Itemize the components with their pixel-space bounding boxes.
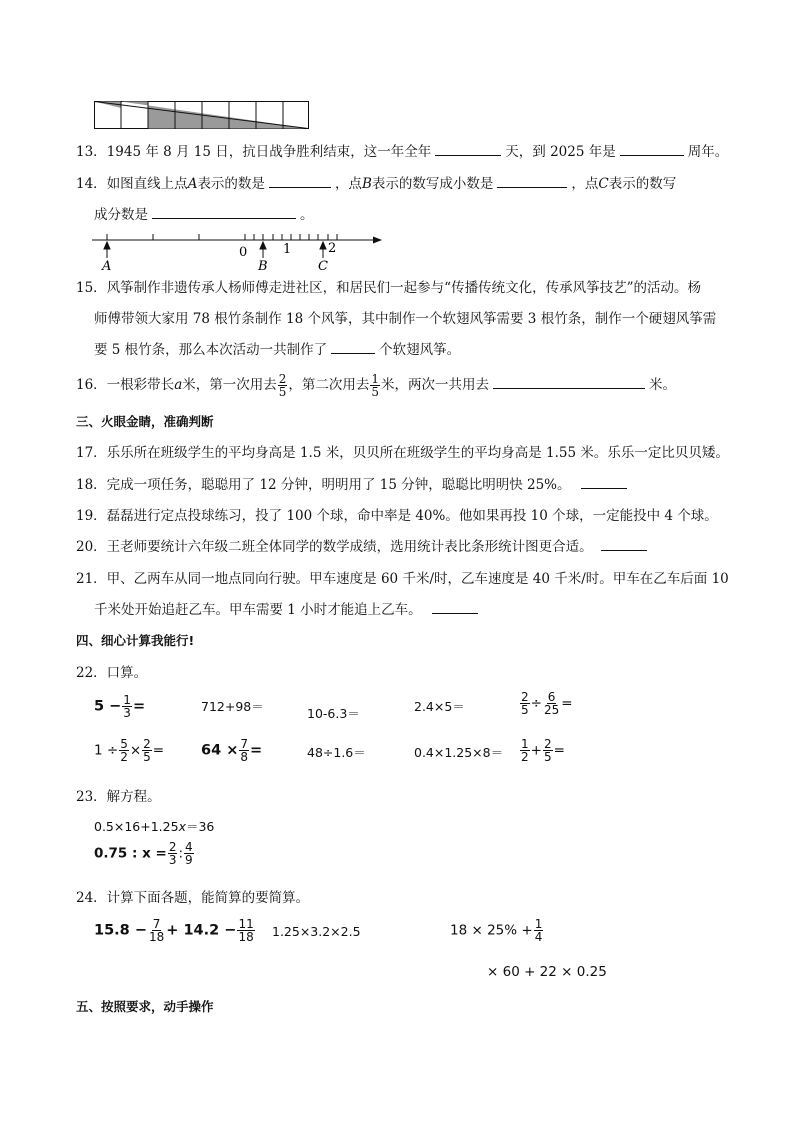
question-21-line2: 千米处开始追赶乙车。甲车需要 1 小时才能追上乙车。: [94, 600, 482, 620]
equation-2: 0.75 : x = $\frac{2}{3}$ : $\frac{4}{9}$: [94, 840, 193, 867]
question-15-line3: 要 5 根竹条，那么本次活动一共制作了 个软翅风筝。: [94, 342, 461, 358]
calc-item: 1 ÷ $\frac{5}{2}$ × $\frac{2}{5}$ =: [94, 737, 165, 764]
calc-item: 64 × $\frac{7}{8}$ =: [201, 737, 263, 764]
question-13: 13．1945 年 8 月 15 日，抗日战争胜利结束，这一年全年 天，到 2025 年是 周年。: [76, 144, 729, 160]
question-14: 14．如图直线上点A表示的数是 ，点B表示的数写成小数是 ，点C表示的数写: [76, 176, 677, 192]
calc-item: $\frac{1}{2}$ + $\frac{2}{5}$ =: [521, 737, 565, 764]
fraction: $\frac{1}{5}$: [371, 372, 380, 399]
question-17: 17．乐乐所在班级学生的平均身高是 1.5 米，贝贝所在班级学生的平均身高是 1.55 米。乐乐一定比贝贝矮。: [76, 445, 729, 461]
label-b: B: [258, 259, 268, 274]
answer-blank[interactable]: [432, 601, 478, 614]
answer-blank[interactable]: [601, 538, 647, 551]
arrow-c: [320, 242, 326, 258]
question-23-title: 23．解方程。: [76, 789, 161, 805]
calc-item: 2.4×5＝: [414, 699, 465, 714]
answer-blank[interactable]: [497, 175, 567, 188]
shaded-strip-figure: [94, 101, 310, 131]
calc-problem-3-cont: × 60 + 22 × 0.25: [487, 964, 607, 980]
answer-blank[interactable]: [493, 376, 645, 389]
calc-item: 5 − $\frac{1}{3}$ =: [94, 693, 146, 720]
question-19: 19．磊磊进行定点投球练习，投了 100 个球，命中率是 40%。他如果再投 10 个球，一定能投中 4 个球。: [76, 508, 718, 524]
fraction: $\frac{2}{5}$: [278, 372, 287, 399]
label-a: A: [102, 259, 112, 274]
answer-blank[interactable]: [269, 175, 331, 188]
calc-problem-2: 1.25×3.2×2.5: [272, 924, 361, 939]
question-24-title: 24．计算下面各题，能简算的要简算。: [76, 890, 310, 906]
calc-problem-1: 15.8 − $\frac{7}{18}$ + 14.2 − $\frac{11}{18}$: [94, 917, 254, 944]
question-22-title: 22．口算。: [76, 665, 148, 681]
answer-blank[interactable]: [331, 341, 375, 354]
question-15: 15．风筝制作非遗传承人杨师傅走进社区，和居民们一起参与“传播传统文化，传承风筝技艺”的活动。杨: [76, 280, 701, 296]
number-line: [90, 226, 390, 274]
label-two: 2: [328, 241, 337, 256]
label-zero: 0: [239, 245, 248, 260]
section-3-heading: 三、火眼金睛，准确判断: [76, 414, 214, 429]
question-16: 16．一根彩带长a米，第一次用去 $\frac{2}{5}$ ，第二次用去 $\frac{1}{5}$ 米，两次一共用去 米。: [76, 372, 677, 399]
question-21: 21．甲、乙两车从同一地点同向行驶。甲车速度是 60 千米/时，乙车速度是 40 千米/时。甲车在乙车后面 10: [76, 571, 729, 587]
equation-1: 0.5×16+1.25x＝36: [94, 819, 215, 834]
question-20: 20．王老师要统计六年级二班全体同学的数学成绩，选用统计表比条形统计图更合适。: [76, 537, 651, 557]
calc-item: $\frac{2}{5}$ ÷ $\frac{6}{25}$ =: [521, 690, 573, 717]
question-14-line2: 成分数是 。: [94, 207, 314, 223]
answer-blank[interactable]: [620, 143, 684, 156]
section-4-heading: 四、细心计算我能行!: [76, 633, 195, 648]
arrow-a: [104, 242, 110, 258]
calc-item: 10-6.3＝: [307, 706, 360, 721]
label-c: C: [318, 259, 328, 274]
answer-blank[interactable]: [152, 206, 296, 219]
answer-blank[interactable]: [581, 476, 627, 489]
calc-item: 0.4×1.25×8＝: [414, 745, 504, 760]
question-15-line2: 师傅带领大家用 78 根竹条制作 18 个风筝，其中制作一个软翅风筝需要 3 根竹条，制作一个硬翅风筝需: [94, 311, 717, 327]
calc-item: 712+98＝: [201, 699, 264, 714]
calc-item: 48÷1.6＝: [307, 745, 366, 760]
label-one: 1: [283, 242, 292, 257]
question-18: 18．完成一项任务，聪聪用了 12 分钟，明明用了 15 分钟，聪聪比明明快 25%。: [76, 475, 631, 495]
section-5-heading: 五、按照要求，动手操作: [76, 999, 214, 1014]
arrow-b: [260, 242, 266, 258]
answer-blank[interactable]: [435, 143, 501, 156]
calc-problem-3: 18 × 25% + $\frac{1}{4}$: [450, 917, 543, 944]
